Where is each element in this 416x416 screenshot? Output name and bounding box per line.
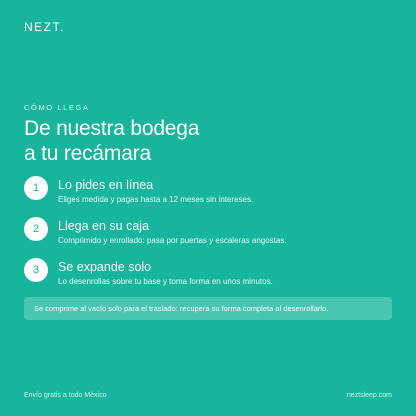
steps-list [24,176,394,299]
footer-website-link[interactable]: neztsleep.com [346,392,392,399]
headline-line-1: De nuestra bodega [24,117,200,140]
step-description: Eliges medida y pagas hasta a 12 meses sin intereses. [58,195,254,204]
step-item [24,217,394,257]
step-description: Lo desenrollas sobre tu base y toma forma en unos minutos. [58,277,273,286]
headline-line-2: a tu recámara [24,142,151,165]
info-note: Se comprime al vacío solo para el traslado: recupera su forma completa al desenrollarlo. [24,297,392,320]
step-item [24,176,394,216]
step-number-badge: 1 [24,176,48,200]
step-number-badge: 2 [24,217,48,241]
step-description: Comprimido y enrollado: pasa por puertas y escaleras angostas. [58,236,287,245]
brand-logo: NEZT. [24,20,65,34]
headline [24,116,199,166]
section-eyebrow: CÓMO LLEGA [24,103,90,112]
step-item [24,258,394,298]
step-title: Se expande solo [58,260,152,274]
step-title: Lo pides en línea [58,178,154,192]
footer-shipping-text: Envío gratis a todo México [24,392,107,399]
step-title: Llega en su caja [58,219,150,233]
step-number-badge: 3 [24,258,48,282]
